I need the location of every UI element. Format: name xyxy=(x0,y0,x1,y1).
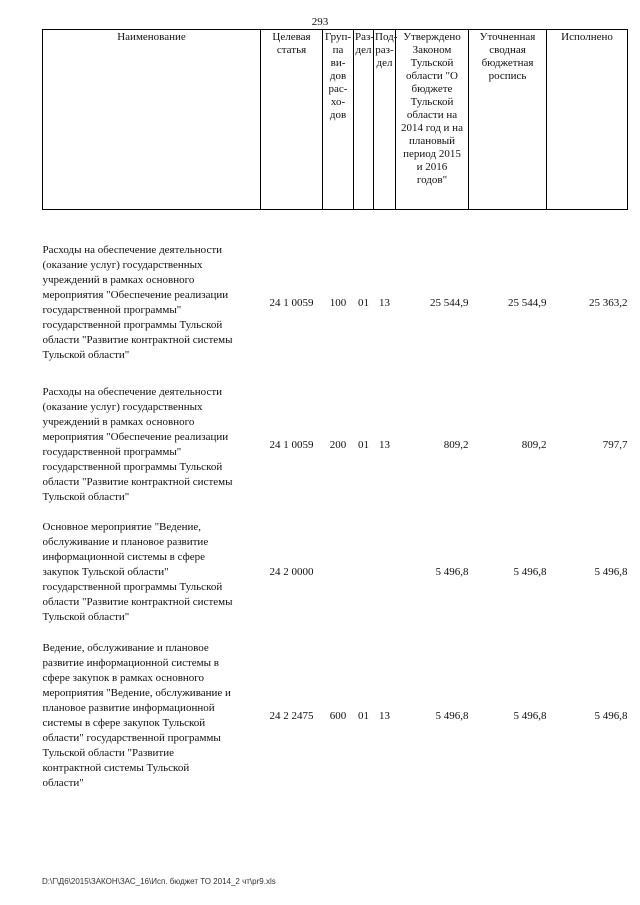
header-name: Наименование xyxy=(43,30,261,210)
header-approved: Утверждено Законом Тульской области "О бюджете Тульской области на 2014 год и на плановый период 2015 и 2016 годов" xyxy=(396,30,469,210)
row-expense-group: 200 xyxy=(329,438,347,451)
row-name: Расходы на обеспечение деятельности (оказание услуг) государственных учреждений в рамках основного мероприятия "Обеспечение реализации государственной программы" государственной программы Тульской области "Развитие контрактной системы Тульской области" xyxy=(42,244,233,361)
row-target-article: 24 1 0059 xyxy=(269,296,314,309)
row-subsection: 13 xyxy=(379,709,390,722)
row-revised: 809,2 xyxy=(521,438,547,451)
row-name: Ведение, обслуживание и плановое развитие информационной системы в сфере закупок в рамках основного мероприятия "Ведение, обслуживание и плановое развитие информационной системы в сфере закупок Тульской области" государственной программы Тульской области "Развитие контрактной системы Тульской области" xyxy=(42,642,231,789)
row-target-article: 24 2 0000 xyxy=(269,565,314,578)
row-executed: 25 363,2 xyxy=(589,296,628,309)
row-approved: 5 496,8 xyxy=(435,709,469,722)
row-revised: 5 496,8 xyxy=(513,709,547,722)
header-subsection: Под- раз- дел xyxy=(374,30,396,210)
row-section xyxy=(354,512,374,632)
row-expense-group: 600 xyxy=(329,709,347,722)
header-executed: Исполнено xyxy=(547,30,628,210)
table-row xyxy=(43,228,628,378)
row-name: Расходы на обеспечение деятельности (оказание услуг) государственных учреждений в рамках основного мероприятия "Обеспечение реализации государственной программы" государственной программы Тульской области "Развитие контрактной системы Тульской области" xyxy=(42,386,233,503)
table-row xyxy=(43,512,628,632)
row-section: 01 xyxy=(358,296,369,309)
page-number: 293 xyxy=(311,16,329,28)
row-executed: 797,7 xyxy=(602,438,628,451)
row-approved: 5 496,8 xyxy=(435,565,469,578)
budget-table xyxy=(42,29,628,800)
table-header-row xyxy=(43,30,628,210)
row-subsection xyxy=(374,512,396,632)
header-section: Раз- дел xyxy=(354,30,374,210)
table-row xyxy=(43,378,628,512)
row-section: 01 xyxy=(358,709,369,722)
row-revised: 25 544,9 xyxy=(508,296,547,309)
table-spacer xyxy=(43,210,628,229)
row-expense-group xyxy=(323,512,354,632)
header-expense-group: Груп- па ви- дов рас- хо- дов xyxy=(323,30,354,210)
row-name: Основное мероприятие "Ведение, обслуживание и плановое развитие информационной системы в сфере закупок Тульской области" государственной программы Тульской области "Развитие контрактной системы Тульской области" xyxy=(42,520,233,623)
row-executed: 5 496,8 xyxy=(594,709,628,722)
row-section: 01 xyxy=(358,438,369,451)
row-target-article: 24 2 2475 xyxy=(269,709,314,722)
row-approved: 809,2 xyxy=(443,438,469,451)
file-path-footer: D:\Г\Д6\2015\ЗАКОН\ЗАС_16\Исп. бюджет ТО 2014_2 чт\pr9.xls xyxy=(42,877,276,886)
row-expense-group: 100 xyxy=(329,296,347,309)
header-revised: Уточненная сводная бюджетная роспись xyxy=(469,30,547,210)
row-revised: 5 496,8 xyxy=(513,565,547,578)
row-approved: 25 544,9 xyxy=(430,296,469,309)
row-target-article: 24 1 0059 xyxy=(269,438,314,451)
row-executed: 5 496,8 xyxy=(594,565,628,578)
header-target-article: Целевая статья xyxy=(261,30,323,210)
table-row xyxy=(43,632,628,800)
row-subsection: 13 xyxy=(379,296,390,309)
row-subsection: 13 xyxy=(379,438,390,451)
